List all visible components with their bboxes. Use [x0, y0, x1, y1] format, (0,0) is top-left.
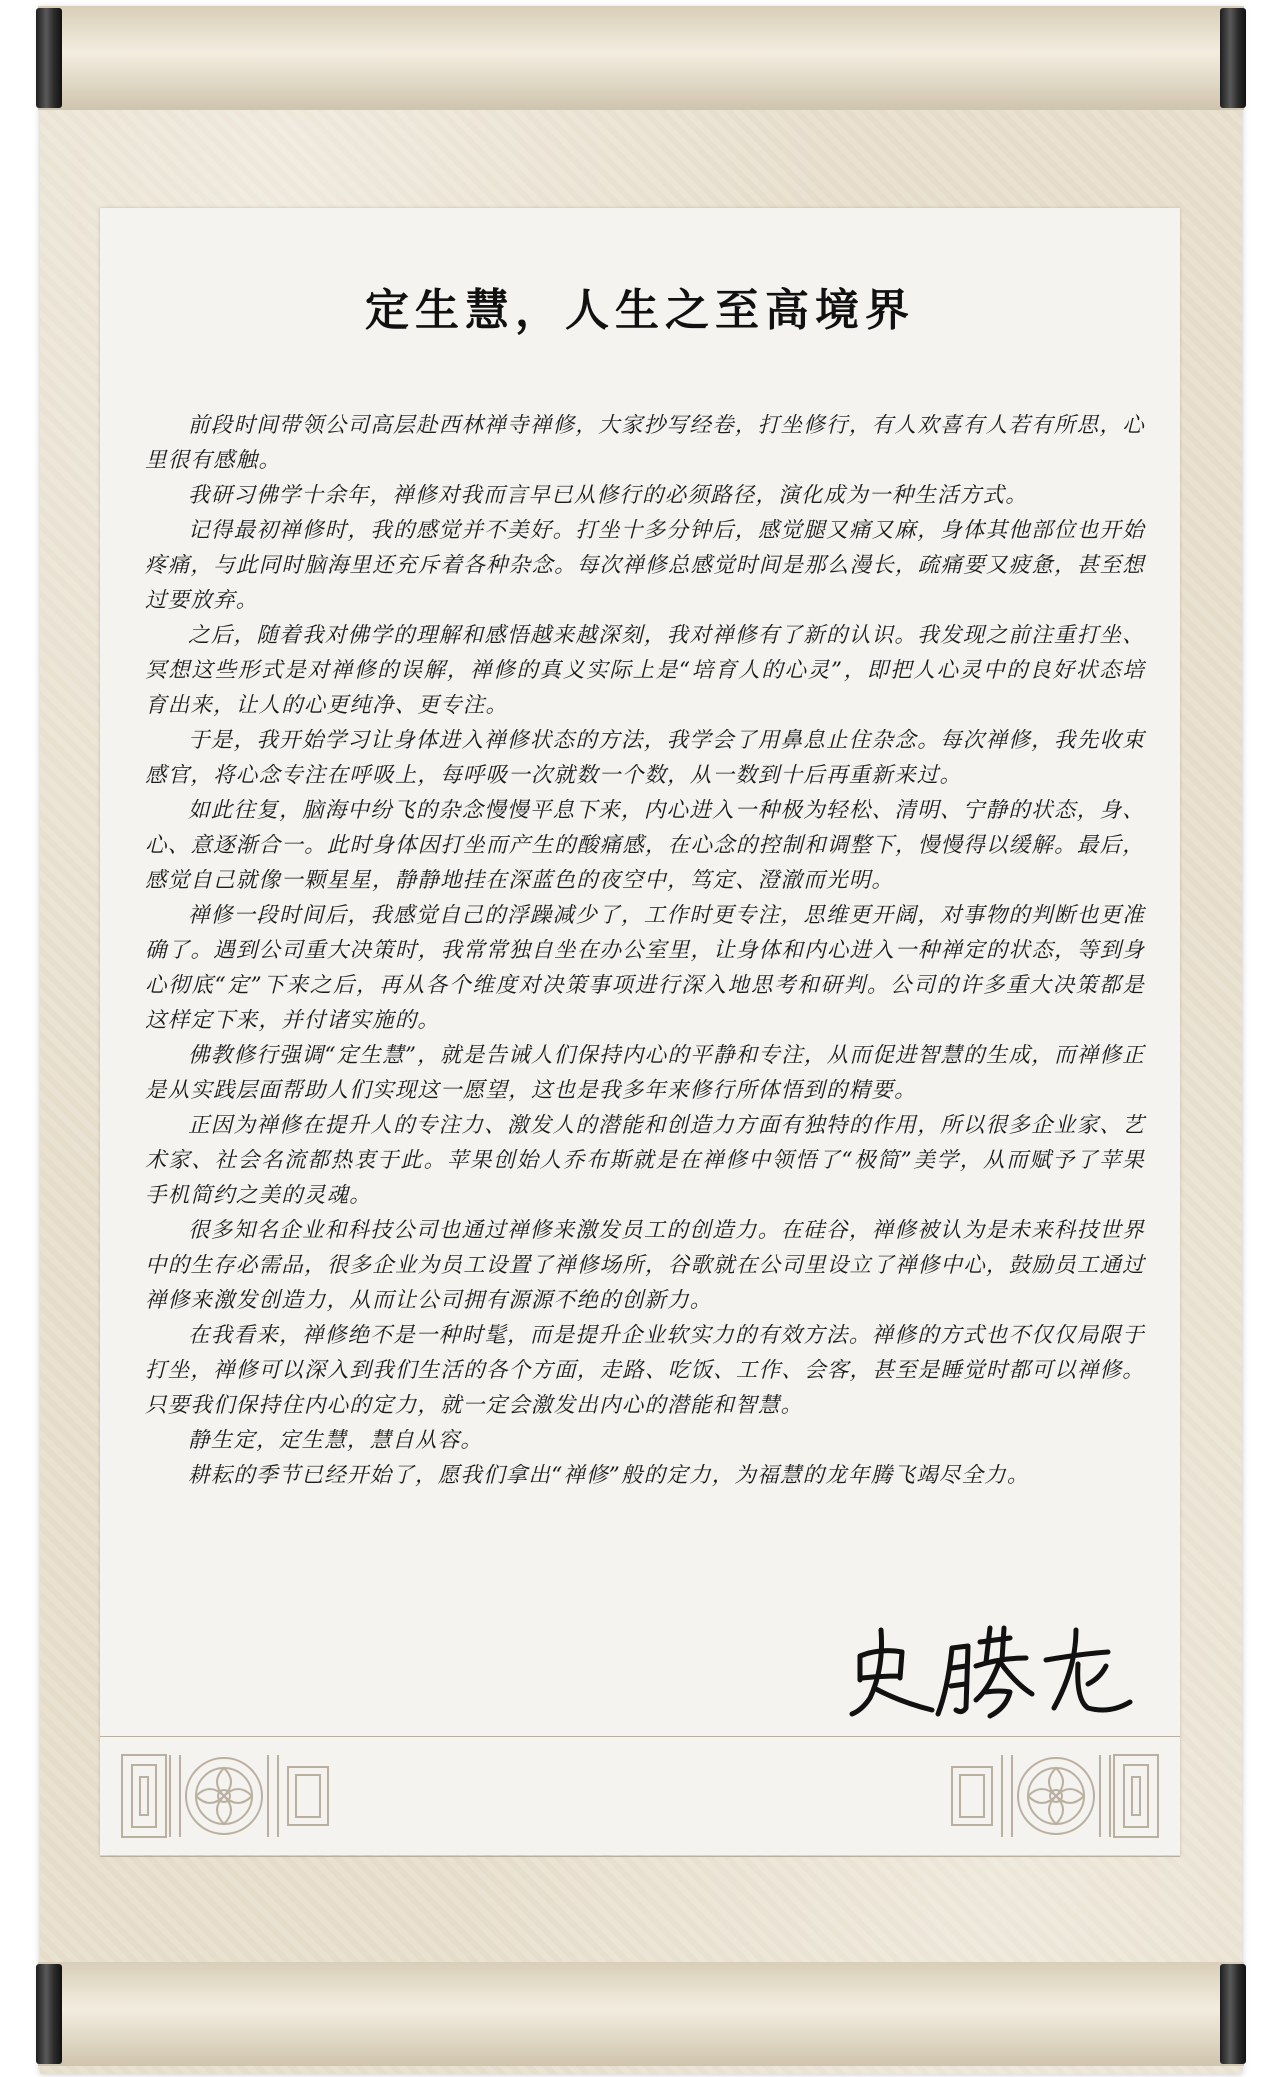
letter-paper — [100, 208, 1180, 1855]
paragraph: 之后，随着我对佛学的理解和感悟越来越深刻，我对禅修有了新的认识。我发现之前注重打坐、冥想这些形式是对禅修的误解，禅修的真义实际上是“培育人的心灵”，即把人心灵中的良好状态培育出来，让人的心更纯净、更专注。 — [145, 623, 1145, 718]
paragraph: 我研习佛学十余年，禅修对我而言早已从修行的必须路径，演化成为一种生活方式。 — [188, 483, 1028, 508]
handwritten-signature — [840, 1618, 1140, 1728]
paragraph: 正因为禅修在提升人的专注力、激发人的潜能和创造力方面有独特的作用，所以很多企业家、艺术家、社会名流都热衷于此。苹果创始人乔布斯就是在禅修中领悟了“极简”美学，从而赋予了苹果手机简约之美的灵魂。 — [145, 1113, 1145, 1208]
paragraph: 前段时间带领公司高层赴西林禅寺禅修，大家抄写经卷，打坐修行，有人欢喜有人若有所思，心里很有感触。 — [145, 413, 1145, 473]
paragraph: 静生定，定生慧，慧自从容。 — [188, 1428, 484, 1453]
paragraph: 记得最初禅修时，我的感觉并不美好。打坐十多分钟后，感觉腿又痛又麻，身体其他部位也开始疼痛，与此同时脑海里还充斥着各种杂念。每次禅修总感觉时间是那么漫长，疏痛要又疲惫，甚至想过要放弃。 — [145, 518, 1145, 613]
letter-body — [145, 408, 1145, 1493]
rod-cap-right — [1220, 8, 1246, 108]
paragraph: 如此往复，脑海中纷飞的杂念慢慢平息下来，内心进入一种极为轻松、清明、宁静的状态，身、心、意逐渐合一。此时身体因打坐而产生的酸痛感，在心念的控制和调整下，慢慢得以缓解。最后，感觉自己就像一颗星星，静静地挂在深蓝色的夜空中，笃定、澄澈而光明。 — [145, 798, 1145, 893]
paragraph: 耕耘的季节已经开始了，愿我们拿出“禅修”般的定力，为福慧的龙年腾飞竭尽全力。 — [188, 1463, 1030, 1488]
rod-cap-left — [36, 8, 62, 108]
lattice-ornament — [100, 1737, 1180, 1856]
paragraph: 于是，我开始学习让身体进入禅修状态的方法，我学会了用鼻息止住杂念。每次禅修，我先收束感官，将心念专注在呼吸上，每呼吸一次就数一个数，从一数到十后再重新来过。 — [145, 728, 1145, 788]
rod-cap-left — [36, 1964, 62, 2064]
paragraph: 禅修一段时间后，我感觉自己的浮躁减少了，工作时更专注，思维更开阔，对事物的判断也更准确了。遇到公司重大决策时，我常常独自坐在办公室里，让身体和内心进入一种禅定的状态，等到身心彻底“定”下来之后，再从各个维度对决策事项进行深入地思考和研判。公司的许多重大决策都是这样定下来，并付诸实施的。 — [145, 903, 1145, 1033]
paragraph: 佛教修行强调“定生慧”，就是告诫人们保持内心的平静和专注，从而促进智慧的生成，而禅修正是从实践层面帮助人们实现这一愿望，这也是我多年来修行所体悟到的精要。 — [145, 1043, 1145, 1103]
document-title: 定生慧，人生之至高境界 — [365, 285, 915, 336]
rod-cap-right — [1220, 1964, 1246, 2064]
paragraph: 很多知名企业和科技公司也通过禅修来激发员工的创造力。在硅谷，禅修被认为是未来科技世界中的生存必需品，很多企业为员工设置了禅修场所，谷歌就在公司里设立了禅修中心，鼓励员工通过禅修来激发创造力，从而让公司拥有源源不绝的创新力。 — [145, 1218, 1145, 1313]
ornamental-footer-band — [100, 1736, 1180, 1857]
scroll-top-rod — [38, 6, 1244, 110]
paragraph: 在我看来，禅修绝不是一种时髦，而是提升企业软实力的有效方法。禅修的方式也不仅仅局限于打坐，禅修可以深入到我们生活的各个方面，走路、吃饭、工作、会客，甚至是睡觉时都可以禅修。只要我们保持住内心的定力，就一定会激发出内心的潜能和智慧。 — [145, 1323, 1145, 1418]
scroll-bottom-rod — [38, 1962, 1244, 2066]
